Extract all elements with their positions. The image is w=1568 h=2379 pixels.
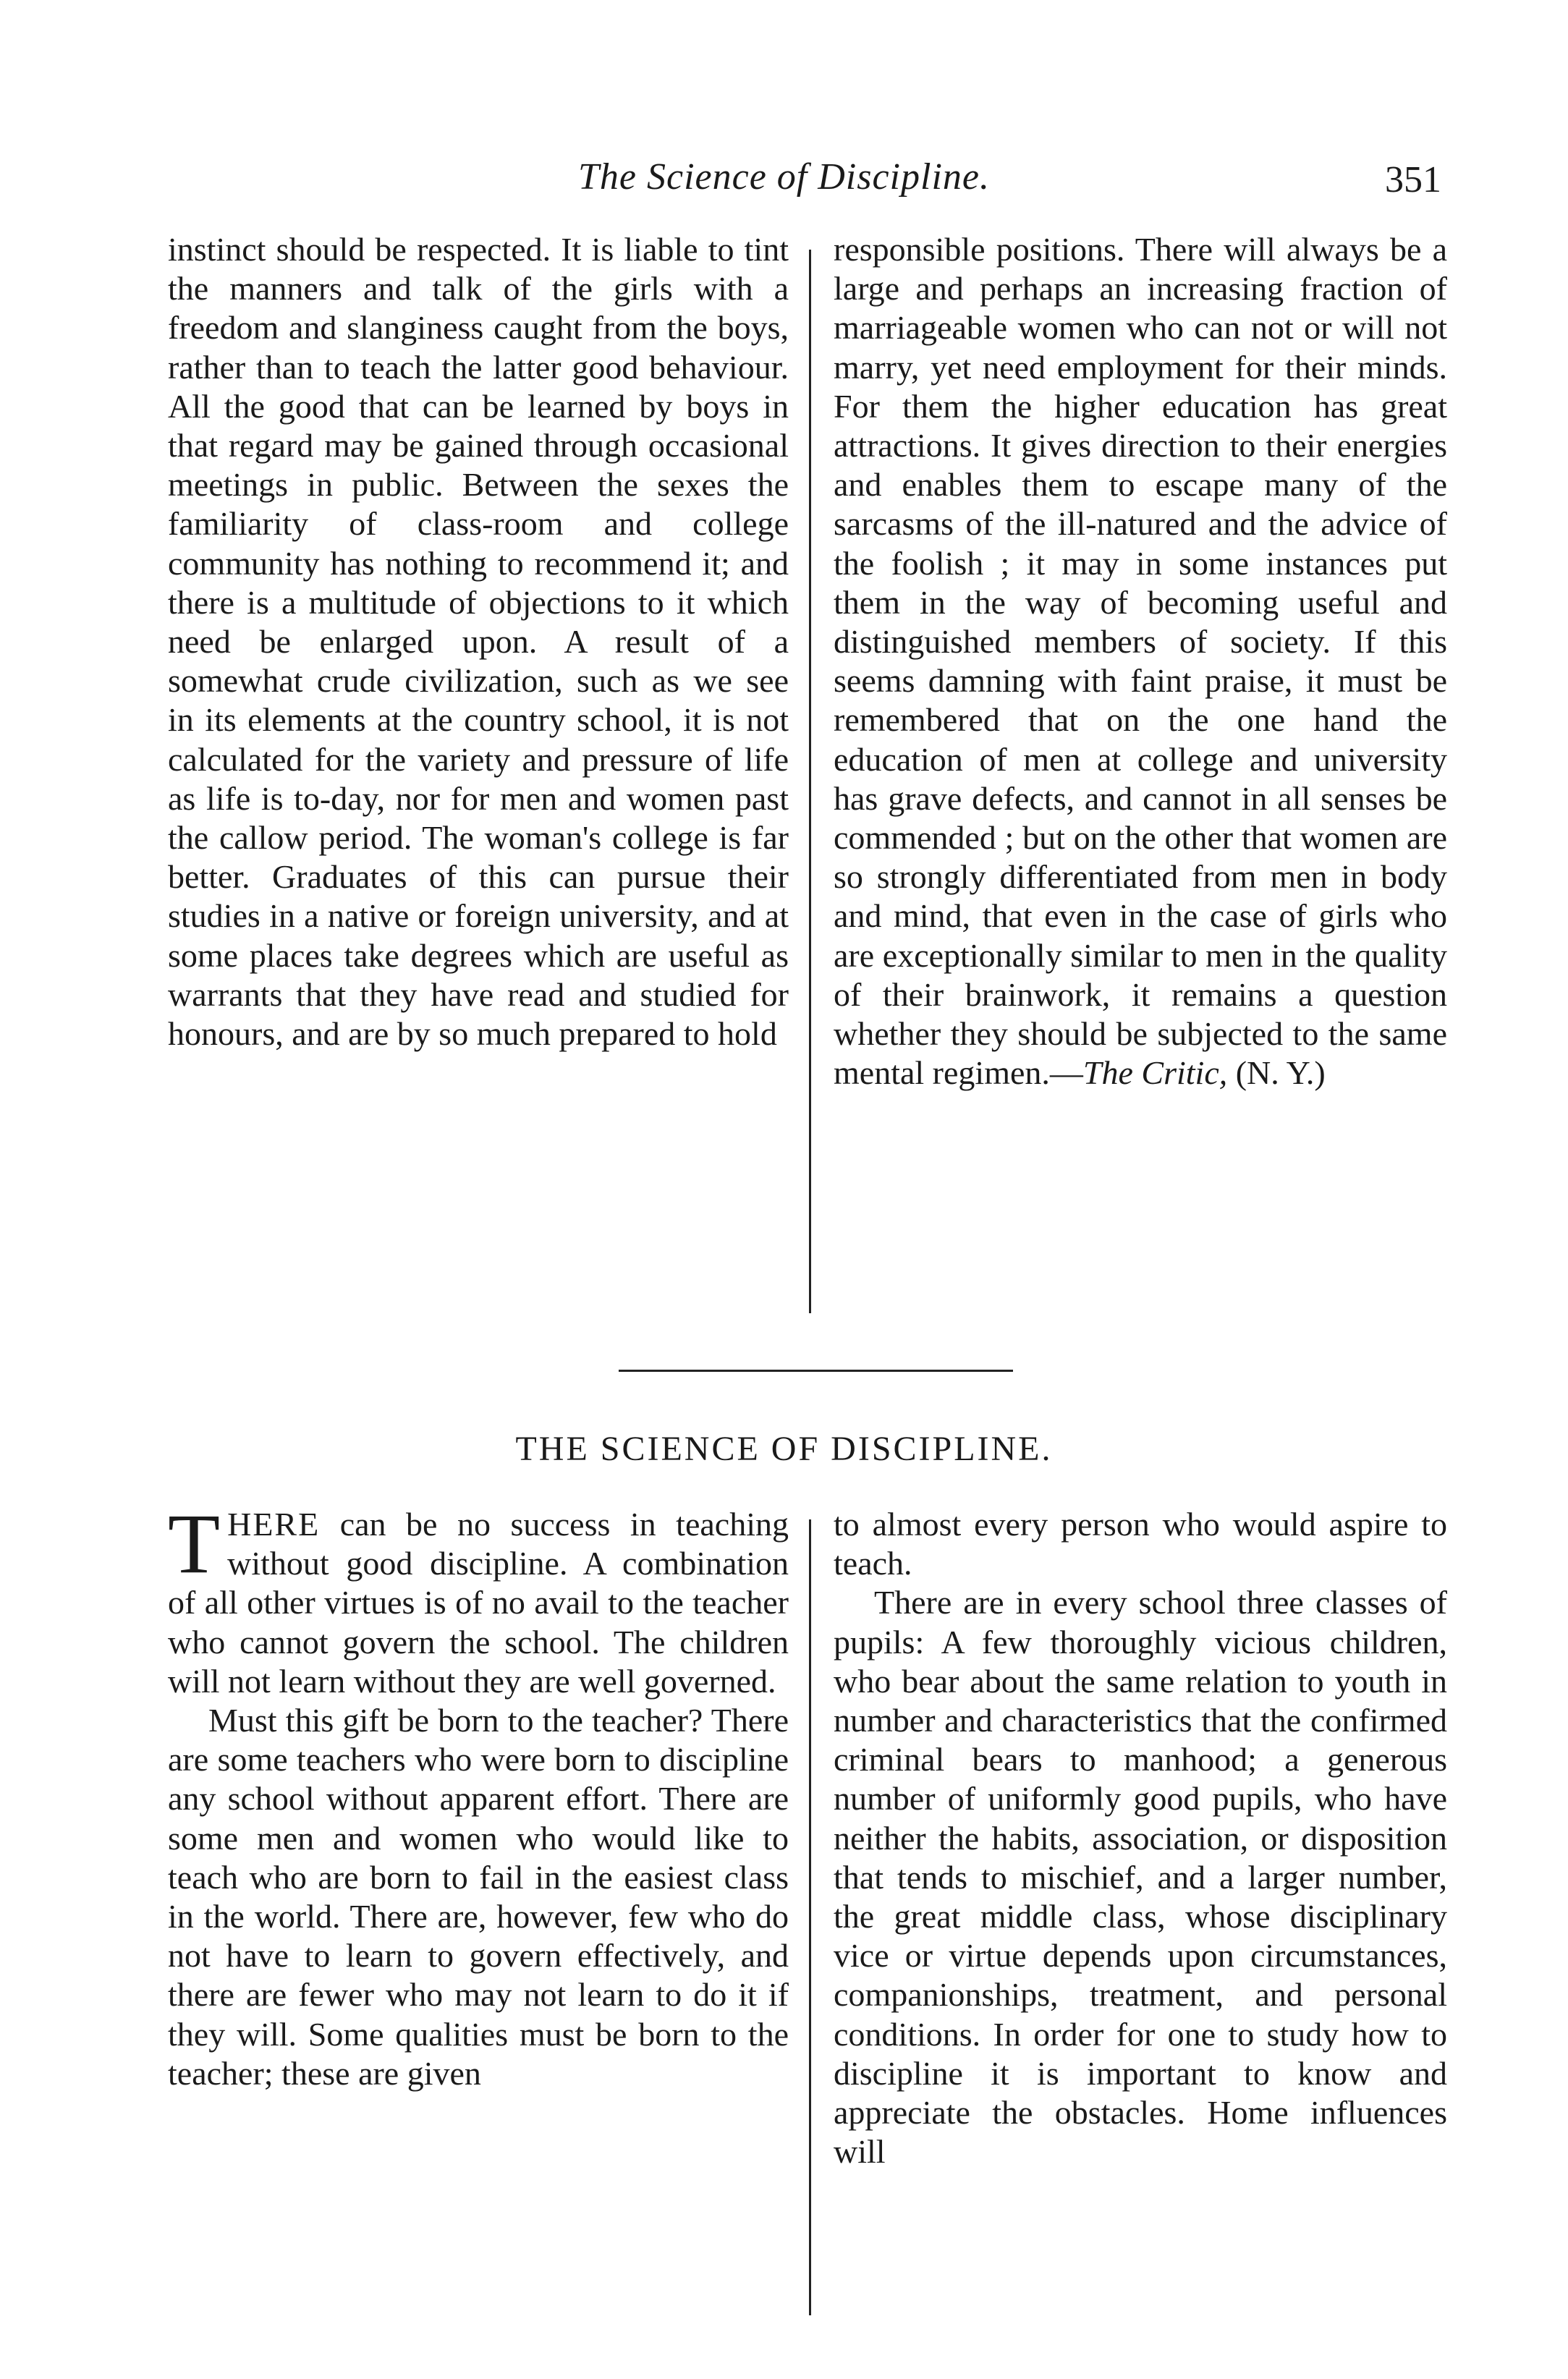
paragraph-1-text: can be no success in teaching without good discipline. A combination of all other virtues is of no avail to the teacher who cannot govern the school. The children will not learn without they are well governed. (168, 1506, 789, 1700)
column-divider-top (809, 250, 811, 1313)
running-head-title: The Science of Discipline. (578, 156, 990, 198)
opening-word: HERE (227, 1506, 321, 1543)
article-paragraph-1 (168, 1496, 789, 1701)
article-left-column (168, 1496, 789, 2093)
source-place: (N. Y.) (1235, 1054, 1326, 1092)
drop-cap: T (168, 1496, 221, 1591)
section-rule (619, 1370, 1013, 1372)
page-number: 351 (1385, 159, 1441, 200)
article-right-column (834, 1505, 1447, 2171)
article-right-paragraph-2: There are in every school three classes of pupils: A few thoroughly vicious children, who bear about the same relation to youth in number and characteristics that the confirmed criminal bears to manhood; a generous number of uniformly good pupils, who have neither the habits, association, or disposition that tends to mischief, and a larger number, the great middle class, whose disciplinary vice or virtue depends upon circumstances, companionships, treatment, and personal conditions. In order for one to study how to discipline it is important to know and appreciate the obstacles. Home influences will (834, 1584, 1447, 2171)
prev-article-right-column (834, 230, 1447, 1093)
running-head (0, 156, 1568, 213)
article-paragraph-2: Must this gift be born to the teacher? There are some teachers who were born to discipline any school without apparent effort. There are some men and women who would like to teach who are born to fail in the easiest class in the world. There are, however, few who do not have to learn to govern effectively, and there are fewer who may not learn to do it if they will. Some qualities must be born to the teacher; these are given (168, 1702, 789, 2092)
prev-article-left-text: instinct should be respected. It is liable to tint the manners and talk of the girls with a freedom and slanginess caught from the boys, rather than to teach the latter good behaviour. All the good that can be learned by boys in that regard may be gained through occasional meetings in public. Between the sexes the familiarity of class-room and college community has nothing to recommend it; and there is a multitude of objections to it which need be enlarged upon. A result of a somewhat crude civilization, such as we see in its elements at the country school, it is not calculated for the variety and pressure of life as life is to-day, nor for men and women past the callow period. The woman's college is far better. Graduates of this can pursue their studies in a native or foreign university, and at some places take degrees which are useful as warrants that they have read and studied for honours, and are by so much prepared to hold (168, 231, 789, 1053)
prev-article-right-text: responsible positions. There will always be a large and perhaps an increasing fraction of marriageable women who can not or will not marry, yet need employment for their minds. For them the higher education has great attractions. It gives direction to their energies and enables them to escape many of the sarcasms of the ill-natured and the advice of the foolish ; it may in some instances put them in the way of becoming useful and distinguished members of society. If this seems damning with faint praise, it must be remembered that on the one hand the education of men at college and university has grave defects, and cannot in all senses be commended ; but on the other that women are so strongly differentiated from men in body and mind, that even in the case of girls who are exceptionally similar to men in the quality of their brainwork, it remains a question whether they should be subjected to the same mental regimen.— (834, 231, 1447, 1092)
article-right-paragraph-1: to almost every person who would aspire to teach. (834, 1506, 1447, 1582)
prev-article-right-paragraph (834, 230, 1447, 1093)
column-divider-bottom (809, 1519, 811, 2315)
source-title: The Critic, (1082, 1054, 1228, 1092)
article-title: THE SCIENCE OF DISCIPLINE. (515, 1430, 1053, 1468)
prev-article-left-column (168, 230, 789, 1053)
